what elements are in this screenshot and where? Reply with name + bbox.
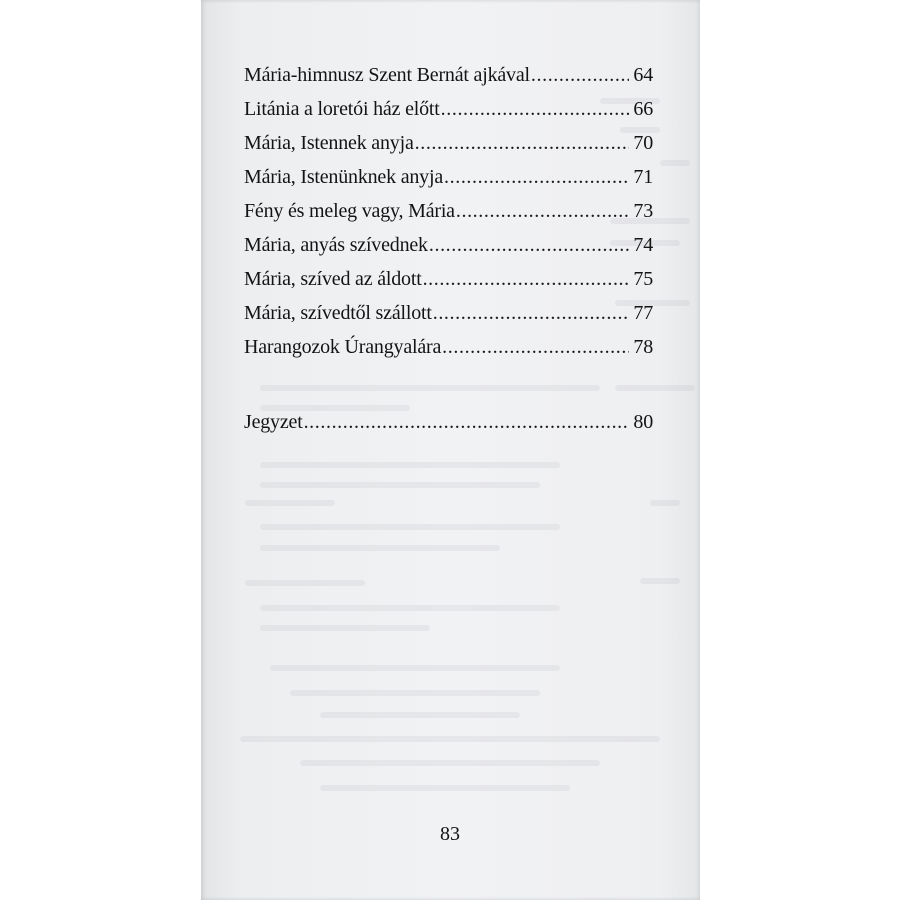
toc-entry-title: Harangozok Úrangyalára <box>244 336 442 358</box>
toc-entry <box>244 162 653 192</box>
toc-entry-title: Mária-himnusz Szent Bernát ajkával <box>244 64 530 86</box>
toc-entry <box>244 60 653 90</box>
toc-entry <box>244 298 653 328</box>
toc-entry-title: Mária, szívedtől szállott <box>244 302 432 324</box>
toc-entry-page: 73 <box>633 200 653 222</box>
dot-leader <box>423 264 630 294</box>
dot-leader <box>429 230 630 260</box>
toc-entry-page: 70 <box>633 132 653 154</box>
dot-leader <box>433 298 630 328</box>
dot-leader <box>304 407 630 437</box>
page-number: 83 <box>440 823 460 845</box>
toc-entry-title: Jegyzet <box>244 411 303 433</box>
toc-entry-title: Fény és meleg vagy, Mária <box>244 200 455 222</box>
toc-entry-title: Litánia a loretói ház előtt <box>244 98 440 120</box>
toc-entry <box>244 332 653 362</box>
toc-entry-title: Mária, szíved az áldott <box>244 268 422 290</box>
dot-leader <box>415 128 630 158</box>
dot-leader <box>531 60 630 90</box>
dot-leader <box>442 332 629 362</box>
toc-entry <box>244 407 653 437</box>
toc-entry-page: 66 <box>633 98 653 120</box>
toc-entry <box>244 128 653 158</box>
toc-entry-page: 80 <box>633 411 653 433</box>
toc-entry <box>244 94 653 124</box>
toc-entry <box>244 230 653 260</box>
toc-entry-page: 74 <box>633 234 653 256</box>
toc-entry-page: 78 <box>633 336 653 358</box>
toc-entry-title: Mária, Istennek anyja <box>244 132 414 154</box>
toc-entry-page: 64 <box>633 64 653 86</box>
dot-leader <box>456 196 630 226</box>
toc-entry <box>244 196 653 226</box>
toc-entry-title: Mária, anyás szívednek <box>244 234 428 256</box>
toc-entry-page: 75 <box>633 268 653 290</box>
toc-entry-page: 71 <box>633 166 653 188</box>
dot-leader <box>444 162 629 192</box>
toc-entry-title: Mária, Istenünknek anyja <box>244 166 444 188</box>
toc-entry-page: 77 <box>633 302 653 324</box>
dot-leader <box>441 94 630 124</box>
toc-entry <box>244 264 653 294</box>
